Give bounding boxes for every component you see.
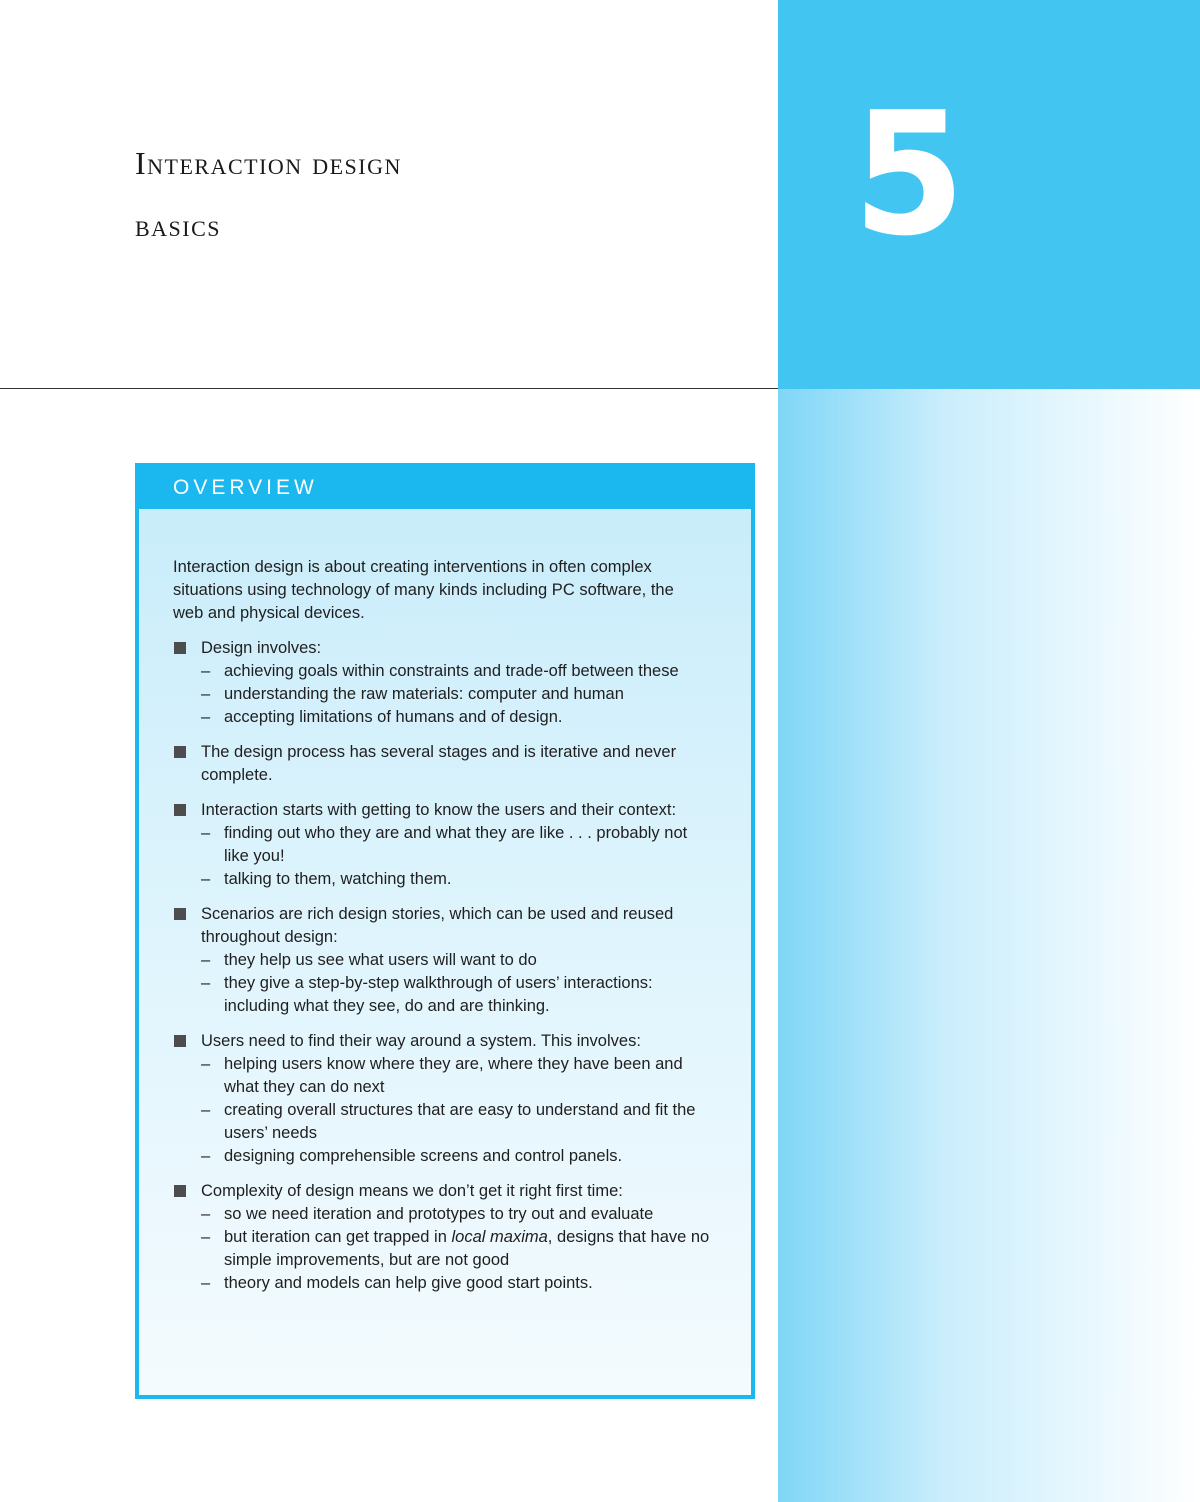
dash-bullet-icon: – [201,951,211,969]
overview-sub-item [201,1203,715,1226]
dash-bullet-icon: – [201,685,211,703]
chapter-title-line-2: basics [135,207,222,243]
overview-sub-item-text: they help us see what users will want to do [224,951,537,969]
overview-bullet-text: Complexity of design means we don’t get it right first time: [201,1182,623,1200]
dash-bullet-icon: – [201,824,211,842]
square-bullet-icon [174,746,186,758]
overview-bullet-text: Design involves: [201,639,322,657]
overview-sub-list [201,949,715,1018]
overview-intro: Interaction design is about creating interventions in often complex situations using technology of many kinds including PC software, the web and physical devices. [173,558,674,622]
overview-sub-item [201,1145,715,1168]
overview-sub-item [201,1053,715,1099]
dash-bullet-icon: – [201,708,211,726]
square-bullet-icon [174,1185,186,1197]
overview-heading: OVERVIEW [173,476,318,499]
overview-sub-item-text: theory and models can help give good start points. [224,1274,593,1292]
dash-bullet-icon: – [201,1205,211,1223]
overview-sub-item [201,660,715,683]
dash-bullet-icon: – [201,974,211,992]
overview-bullet [173,1180,715,1295]
overview-sub-item-text: achieving goals within constraints and trade-off between these [224,662,679,680]
overview-sub-item-text: helping users know where they are, where they have been and what they can do next [224,1055,683,1096]
overview-sub-list [201,1053,715,1168]
overview-sub-item-text: but iteration can get trapped in local maxima, designs that have no simple improvements, but are not good [224,1228,710,1269]
overview-bullet-text: The design process has several stages and is iterative and never complete. [201,743,677,784]
overview-bullet [173,1030,715,1168]
overview-sub-item-text: creating overall structures that are easy to understand and fit the users’ needs [224,1101,696,1142]
chapter-title [135,132,402,256]
overview-sub-item-text: understanding the raw materials: computer and human [224,685,624,703]
overview-bullet [173,799,715,891]
overview-sub-item-text: accepting limitations of humans and of design. [224,708,563,726]
overview-sub-item [201,822,715,868]
chapter-title-line-1: Interaction design [135,145,402,181]
overview-sub-item-text: talking to them, watching them. [224,870,452,888]
overview-bullet-list [173,637,715,1295]
overview-sub-list [201,660,715,729]
square-bullet-icon [174,804,186,816]
overview-content [139,509,751,1295]
dash-bullet-icon: – [201,1101,211,1119]
overview-sub-item-text: so we need iteration and prototypes to try out and evaluate [224,1205,654,1223]
overview-bullet [173,741,715,787]
dash-bullet-icon: – [201,1147,211,1165]
square-bullet-icon [174,908,186,920]
overview-bullet-text: Interaction starts with getting to know the users and their context: [201,801,677,819]
dash-bullet-icon: – [201,662,211,680]
dash-bullet-icon: – [201,1228,211,1246]
dash-bullet-icon: – [201,1274,211,1292]
square-bullet-icon [174,1035,186,1047]
dash-bullet-icon: – [201,870,211,888]
header-divider [0,388,778,389]
overview-sub-item [201,868,715,891]
overview-sub-item [201,1226,715,1272]
overview-sub-item-text: designing comprehensible screens and control panels. [224,1147,623,1165]
overview-sub-list [201,822,715,891]
side-gradient-panel [778,389,1200,1502]
overview-sub-item-text: finding out who they are and what they are like . . . probably not like you! [224,824,688,865]
overview-sub-item-text: they give a step-by-step walkthrough of users’ interactions: including what they see, do and are thinking. [224,974,653,1015]
overview-bullet [173,637,715,729]
overview-bullet-text: Scenarios are rich design stories, which can be used and reused throughout design: [201,905,674,946]
overview-header [139,467,751,509]
overview-sub-item [201,706,715,729]
overview-sub-item [201,949,715,972]
square-bullet-icon [174,642,186,654]
overview-sub-list [201,1203,715,1295]
chapter-number: 5 [852,76,966,274]
overview-sub-item [201,1099,715,1145]
overview-bullet [173,903,715,1018]
overview-bullet-text: Users need to find their way around a system. This involves: [201,1032,641,1050]
dash-bullet-icon: – [201,1055,211,1073]
overview-sub-item [201,683,715,706]
overview-sub-item [201,972,715,1018]
overview-sub-item [201,1272,715,1295]
overview-box [135,463,755,1399]
